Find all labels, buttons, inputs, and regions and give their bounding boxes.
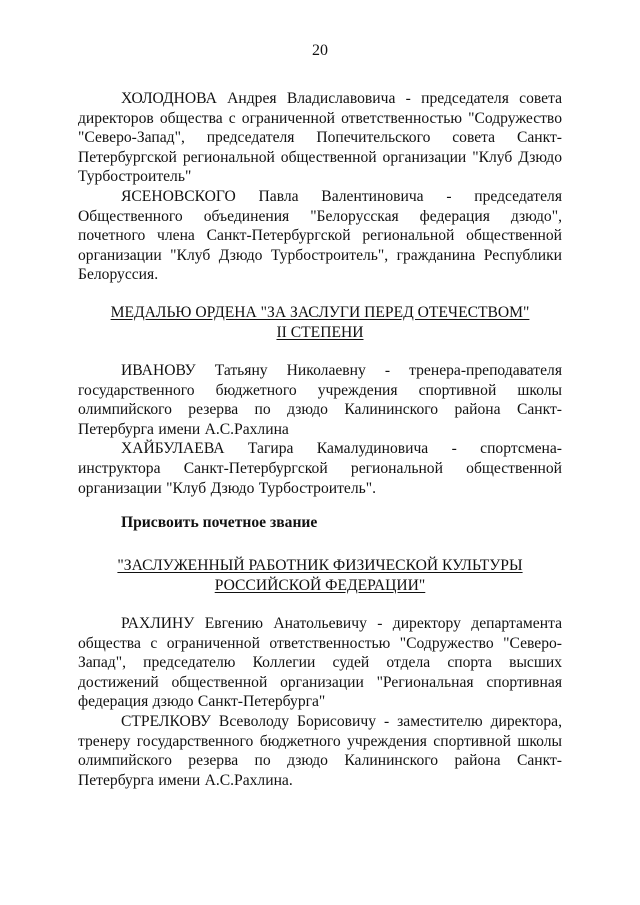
awardee-paragraph-khaybulaev: ХАЙБУЛАЕВА Тагира Камалудиновича - спортсмена-инструктора Санкт-Петербургской региональной общественной организации "Клуб Дзюдо Турбостроитель". xyxy=(78,440,562,497)
honorary-title-line-1: "ЗАСЛУЖЕННЫЙ РАБОТНИК ФИЗИЧЕСКОЙ КУЛЬТУРЫ xyxy=(117,557,523,574)
medal-heading-line-1: МЕДАЛЬЮ ОРДЕНА "ЗА ЗАСЛУГИ ПЕРЕД ОТЕЧЕСТВОМ" xyxy=(110,304,530,321)
page-number: 20 xyxy=(312,42,328,59)
honorary-title-heading xyxy=(78,556,562,596)
awardee-list-2 xyxy=(78,361,562,498)
awardee-list-3 xyxy=(78,614,562,790)
awardee-paragraph-ivanova: ИВАНОВУ Татьяну Николаевну - тренера-преподавателя государственного бюджетного учреждения спортивной школы олимпийского резерва по дзюдо Калининского района Санкт-Петербурга имени А.С.Рахлина xyxy=(78,362,562,438)
assign-title-heading: Присвоить почетное звание xyxy=(121,514,318,531)
awardee-paragraph-yasenovsky: ЯСЕНОВСКОГО Павла Валентиновича - председателя Общественного объединения "Белорусская федерация дзюдо", почетного члена Санкт-Петербургской региональной общественной организации "Клуб Дзюдо Турбостроитель", гражданина Республики Белоруссия. xyxy=(78,187,562,284)
awardee-paragraph-strelkov: СТРЕЛКОВУ Всеволоду Борисовичу - заместителю директора, тренеру государственного бюджетного учреждения спортивной школы олимпийского резерва по дзюдо Калининского района Санкт-Петербурга имени А.С.Рахлина. xyxy=(78,712,562,789)
awardee-paragraph-kholodnov: ХОЛОДНОВА Андрея Владиславовича - председателя совета директоров общества с ограниченной ответственностью "Содружество "Северо-Запад", председателя Попечительского совета Санкт-Петербургской региональной общественной организации "Клуб Дзюдо Турбостроитель" xyxy=(78,90,562,186)
awardee-paragraph-rakhlin: РАХЛИНУ Евгению Анатольевичу - директору департамента общества с ограниченной ответственностью "Содружество "Северо-Запад", председателю Коллегии судей отдела спорта высших достижений общественной организации "Региональная спортивная федерация дзюдо Санкт-Петербурга" xyxy=(78,615,562,711)
awardee-list-1 xyxy=(78,89,562,285)
honorary-title-line-2: РОССИЙСКОЙ ФЕДЕРАЦИИ" xyxy=(214,577,426,594)
medal-heading-line-2: II СТЕПЕНИ xyxy=(276,324,364,341)
medal-heading xyxy=(78,303,562,343)
